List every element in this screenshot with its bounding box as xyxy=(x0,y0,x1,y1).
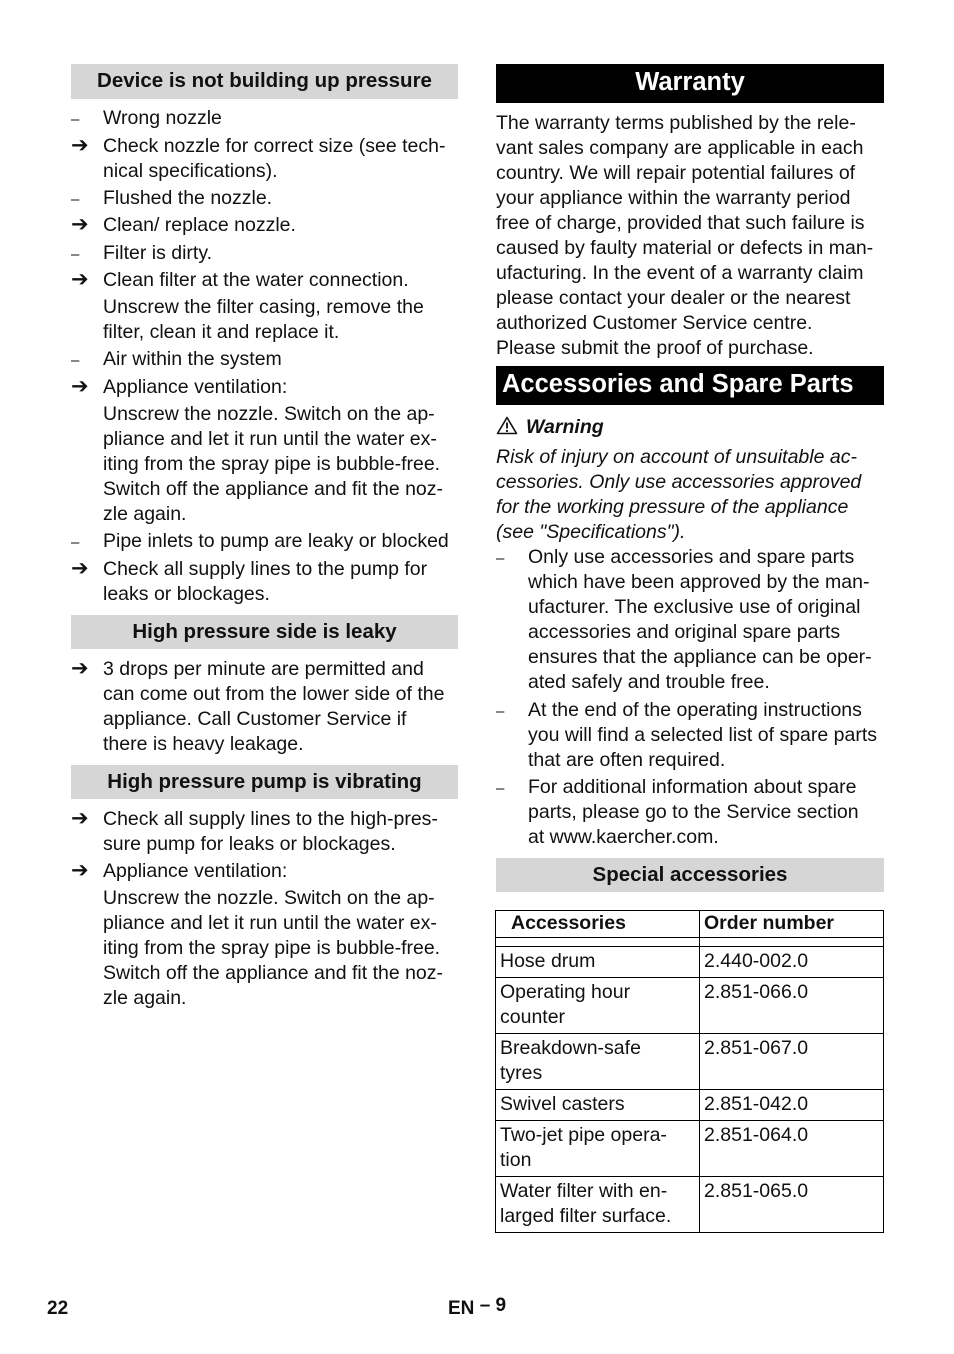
list-item: Appliance ventilation: xyxy=(103,860,288,882)
warning-label xyxy=(496,415,604,440)
order-number-cell: 2.851-042.0 xyxy=(700,1090,884,1121)
list-item: Check nozzle for correct size (see tech- xyxy=(103,135,446,157)
order-number-cell: 2.440-002.0 xyxy=(700,947,884,978)
accessory-name-line: Hose drum xyxy=(500,950,596,972)
arrow-right-icon: ➔ xyxy=(71,134,89,157)
paragraph-line: caused by faulty material or defects in man- xyxy=(496,237,874,259)
list-item: Switch off the appliance and fit the noz- xyxy=(103,478,444,500)
list-item: Air within the system xyxy=(103,348,282,370)
paragraph-line: The warranty terms published by the rele- xyxy=(496,112,856,134)
table-row xyxy=(496,1121,884,1177)
accessory-name-line: counter xyxy=(500,1006,566,1028)
list-item: at www.kaercher.com. xyxy=(528,826,719,848)
accessory-name-cell xyxy=(496,978,700,1034)
list-item: pliance and let it run until the water ex- xyxy=(103,912,437,934)
accessory-name-line: Operating hour xyxy=(500,981,631,1003)
paragraph-line: your appliance within the warranty period xyxy=(496,187,851,209)
accessory-name-cell xyxy=(496,1177,700,1233)
list-item: iting from the spray pipe is bubble-free. xyxy=(103,453,441,475)
warning-text-line: (see "Specifications"). xyxy=(496,521,686,543)
list-item: which have been approved by the man- xyxy=(528,571,870,593)
list-item: Clean/ replace nozzle. xyxy=(103,214,296,236)
list-item: Wrong nozzle xyxy=(103,107,222,129)
arrow-right-icon: ➔ xyxy=(71,557,89,580)
leaky-heading: High pressure side is leaky xyxy=(71,615,458,649)
list-item: leaks or blockages. xyxy=(103,583,270,605)
table-divider-cell xyxy=(496,938,700,947)
list-item: ensures that the appliance can be oper- xyxy=(528,646,872,668)
list-item: Switch off the appliance and fit the noz- xyxy=(103,962,444,984)
list-item: iting from the spray pipe is bubble-free. xyxy=(103,937,441,959)
list-item: nical specifications). xyxy=(103,160,278,182)
list-item: sure pump for leaks or blockages. xyxy=(103,833,396,855)
list-item: filter, clean it and replace it. xyxy=(103,321,340,343)
footer-language-page xyxy=(448,1295,507,1320)
list-item: Pipe inlets to pump are leaky or blocked xyxy=(103,530,449,552)
accessory-name-line: Water filter with en- xyxy=(500,1180,668,1202)
paragraph-line: please contact your dealer or the nearest xyxy=(496,287,851,309)
table-row xyxy=(496,1090,884,1121)
warning-text-line: cessories. Only use accessories approved xyxy=(496,471,862,493)
list-item: Unscrew the nozzle. Switch on the ap- xyxy=(103,403,435,425)
list-item: Unscrew the filter casing, remove the xyxy=(103,296,424,318)
warning-text-line: Risk of injury on account of unsuitable ac- xyxy=(496,446,857,468)
table-divider-cell xyxy=(700,938,884,947)
table-header-row xyxy=(496,911,884,938)
list-item: pliance and let it run until the water ex- xyxy=(103,428,437,450)
accessory-name-line: Breakdown-safe xyxy=(500,1037,641,1059)
paragraph-line: ufacturing. In the event of a warranty claim xyxy=(496,262,864,284)
list-item: At the end of the operating instructions xyxy=(528,699,862,721)
arrow-right-icon: ➔ xyxy=(71,807,89,830)
arrow-right-icon: ➔ xyxy=(71,859,89,882)
arrow-right-icon: ➔ xyxy=(71,268,89,291)
dash-bullet: – xyxy=(496,780,505,797)
special-accessories-heading: Special accessories xyxy=(496,858,884,892)
warning-label-text: Warning xyxy=(526,416,604,438)
list-item: Only use accessories and spare parts xyxy=(528,546,855,568)
special-accessories-table xyxy=(495,910,884,1233)
vibrating-heading: High pressure pump is vibrating xyxy=(71,765,458,799)
table-row xyxy=(496,947,884,978)
list-item: appliance. Call Customer Service if xyxy=(103,708,407,730)
list-item: Unscrew the nozzle. Switch on the ap- xyxy=(103,887,435,909)
table-header-accessories: Accessories xyxy=(496,911,700,938)
dash-bullet: – xyxy=(71,246,80,263)
accessory-name-line: tion xyxy=(500,1149,532,1171)
list-item: ufacturer. The exclusive use of original xyxy=(528,596,861,618)
footer-sub-page: 9 xyxy=(495,1295,507,1316)
list-item: For additional information about spare xyxy=(528,776,857,798)
list-item: can come out from the lower side of the xyxy=(103,683,445,705)
list-item: zle again. xyxy=(103,987,187,1009)
dash-bullet: – xyxy=(71,111,80,128)
footer-separator: – xyxy=(479,1295,491,1316)
list-item: you will find a selected list of spare parts xyxy=(528,724,878,746)
paragraph-line: Please submit the proof of purchase. xyxy=(496,337,814,359)
paragraph-line: country. We will repair potential failures of xyxy=(496,162,856,184)
accessory-name-cell xyxy=(496,947,700,978)
accessory-name-line: Two-jet pipe opera- xyxy=(500,1124,667,1146)
paragraph-line: vant sales company are applicable in each xyxy=(496,137,864,159)
list-item: parts, please go to the Service section xyxy=(528,801,859,823)
paragraph-line: free of charge, provided that such failure is xyxy=(496,212,865,234)
list-item: Check all supply lines to the high-pres- xyxy=(103,808,438,830)
list-item: zle again. xyxy=(103,503,187,525)
accessory-name-line: Swivel casters xyxy=(500,1093,625,1115)
order-number-cell: 2.851-065.0 xyxy=(700,1177,884,1233)
paragraph-line: authorized Customer Service centre. xyxy=(496,312,813,334)
device-heading: Device is not building up pressure xyxy=(71,64,458,99)
footer-language: EN xyxy=(448,1298,475,1319)
table-row xyxy=(496,978,884,1034)
arrow-right-icon: ➔ xyxy=(71,657,89,680)
warning-triangle-icon xyxy=(496,416,518,435)
list-item: Flushed the nozzle. xyxy=(103,187,273,209)
order-number-cell: 2.851-066.0 xyxy=(700,978,884,1034)
order-number-cell: 2.851-064.0 xyxy=(700,1121,884,1177)
list-item: accessories and original spare parts xyxy=(528,621,841,643)
page-number: 22 xyxy=(47,1298,69,1319)
list-item: there is heavy leakage. xyxy=(103,733,304,755)
accessory-name-cell xyxy=(496,1121,700,1177)
arrow-right-icon: ➔ xyxy=(71,213,89,236)
list-item: that are often required. xyxy=(528,749,726,771)
dash-bullet: – xyxy=(496,550,505,567)
list-item: Clean filter at the water connection. xyxy=(103,269,409,291)
arrow-right-icon: ➔ xyxy=(71,375,89,398)
table-row xyxy=(496,1034,884,1090)
table-divider xyxy=(496,938,884,947)
accessory-name-cell xyxy=(496,1034,700,1090)
list-item: ated safely and trouble free. xyxy=(528,671,770,693)
accessories-heading: Accessories and Spare Parts xyxy=(496,366,884,405)
list-item: 3 drops per minute are permitted and xyxy=(103,658,424,680)
order-number-cell: 2.851-067.0 xyxy=(700,1034,884,1090)
list-item: Appliance ventilation: xyxy=(103,376,288,398)
warranty-heading: Warranty xyxy=(496,64,884,103)
list-item: Check all supply lines to the pump for xyxy=(103,558,428,580)
accessory-name-line: larged filter surface. xyxy=(500,1205,672,1227)
table-row xyxy=(496,1177,884,1233)
dash-bullet: – xyxy=(71,191,80,208)
accessory-name-cell xyxy=(496,1090,700,1121)
accessory-name-line: tyres xyxy=(500,1062,543,1084)
dash-bullet: – xyxy=(71,534,80,551)
table-header-order-number: Order number xyxy=(700,911,884,938)
dash-bullet: – xyxy=(496,703,505,720)
dash-bullet: – xyxy=(71,352,80,369)
warning-text-line: for the working pressure of the appliance xyxy=(496,496,849,518)
list-item: Filter is dirty. xyxy=(103,242,213,264)
